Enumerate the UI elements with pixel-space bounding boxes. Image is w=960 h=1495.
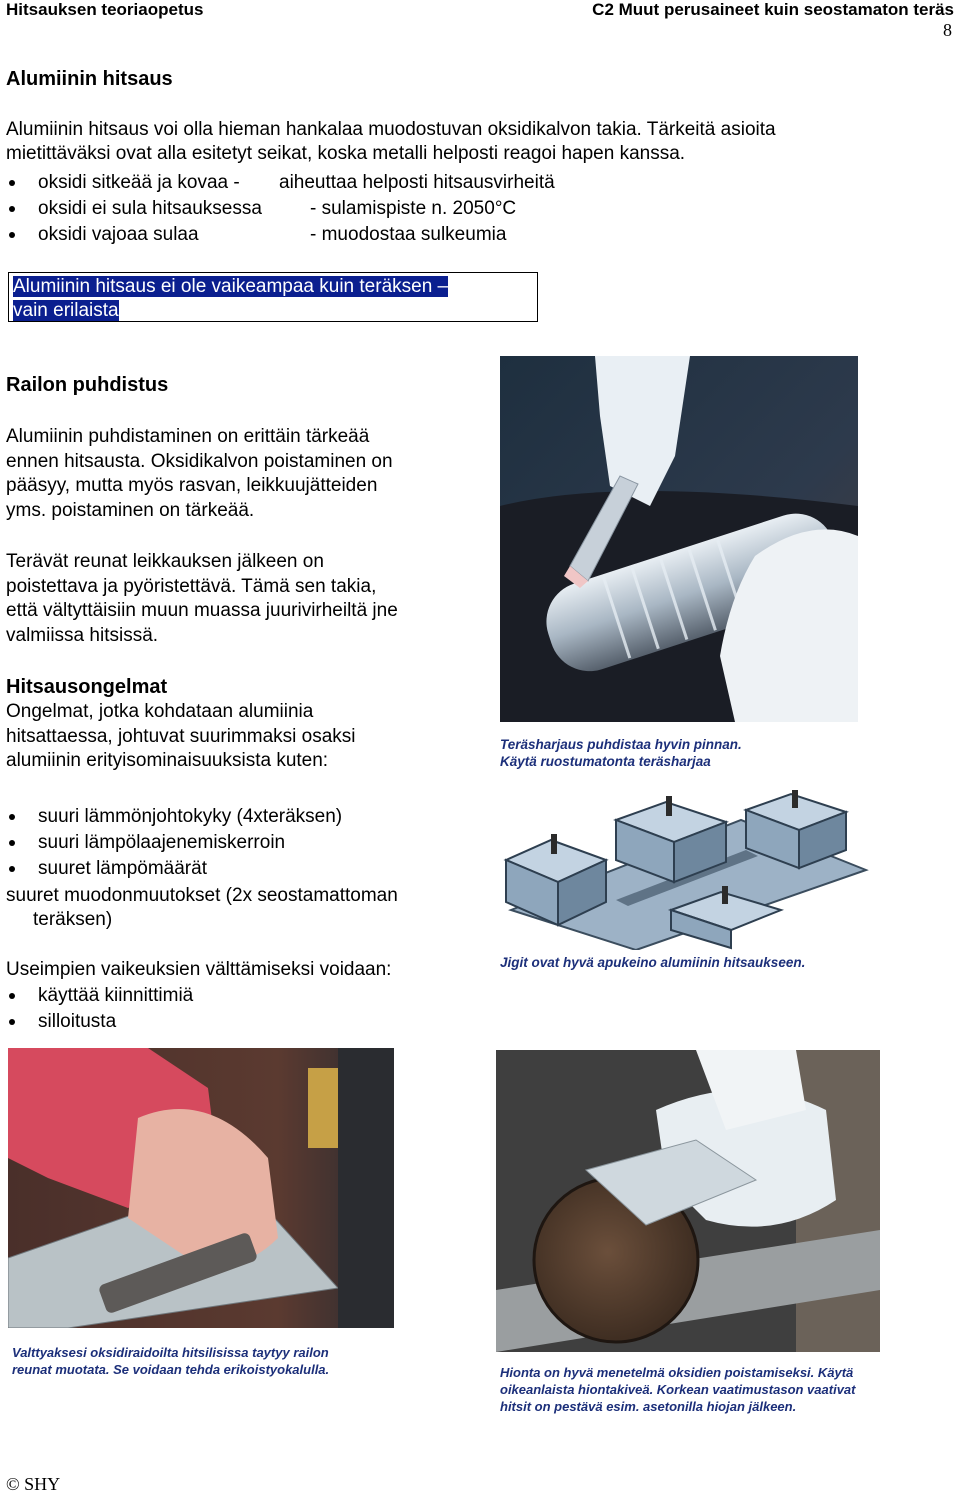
deformation-line-2: teräksen): [33, 909, 113, 930]
welding-jig-illustration: [496, 790, 880, 950]
edge-scraping-photo: [8, 1048, 394, 1328]
list-item: oksidi vajoaa sulaa - muodostaa sulkeumia: [4, 222, 624, 248]
highlight-line-2: vain erilaista: [13, 300, 119, 321]
avoid-intro: Useimpien vaikeuksien välttämiseksi voidaan:: [6, 959, 392, 980]
problems-paragraph: Ongelmat, jotka kohdataan alumiinia hitsattaessa, johtuvat suurimmaksi osaksi alumiinin erityisominaisuuksista kuten:: [6, 701, 356, 771]
highlight-line-1: Alumiinin hitsaus ei ole vaikeampaa kuin teräksen –: [13, 276, 449, 297]
grinding-photo: [496, 1050, 880, 1352]
grinder-caption: Hionta on hyvä menetelmä oksidien poistamiseksi. Käytä oikeanlaista hiontakiveä. Korkean vaatimustason vaativat hitsit on pestävä esim. asetonilla hiojan jälkeen.: [500, 1365, 856, 1414]
list-item: suuri lämpölaajenemiskerroin: [4, 830, 484, 856]
section-title-welding-problems: Hitsausongelmat: [6, 676, 168, 698]
list-item: suuret lämpömäärät: [4, 856, 484, 882]
highlight-box: [8, 272, 538, 322]
intro-line-1: Alumiinin hitsaus voi olla hieman hankalaa muodostuvan oksidikalvon takia. Tärkeitä asioita: [6, 119, 776, 140]
brush-cleaning-photo: [500, 356, 858, 722]
header-document-title: Hitsauksen teoriaopetus: [6, 0, 204, 19]
scraper-caption: Valttyaksesi oksidiraidoilta hitsilisissa taytyy railon reunat muotata. Se voidaan tehda erikoistyokalulla.: [12, 1345, 330, 1377]
properties-bullet-list: [4, 804, 484, 882]
list-item: suuri lämmönjohtokyky (4xteräksen): [4, 804, 484, 830]
cleaning-paragraph-2: Terävät reunat leikkauksen jälkeen on poistettava ja pyöristettävä. Tämä sen takia, että vältyttäisiin muun muassa juurivirheiltä jne valmiissa hitsissä.: [6, 551, 398, 646]
list-item: oksidi ei sula hitsauksessa - sulamispiste n. 2050°C: [4, 196, 624, 222]
section-title-aluminium-welding: Alumiinin hitsaus: [6, 68, 173, 90]
brush-caption: Teräsharjaus puhdistaa hyvin pinnan. Käytä ruostumatonta teräsharjaa: [500, 737, 742, 769]
cleaning-paragraph-1: Alumiinin puhdistaminen on erittäin tärkeää ennen hitsausta. Oksidikalvon poistaminen on pääsyy, mutta myös rasvan, leikkuujätteiden yms. poistaminen on tärkeää.: [6, 426, 393, 521]
page-number: 8: [943, 20, 952, 40]
avoid-bullet-list: [4, 983, 484, 1035]
jig-caption: Jigit ovat hyvä apukeino alumiinin hitsaukseen.: [500, 955, 806, 970]
copyright-footer: © SHY: [6, 1474, 61, 1494]
intro-line-2: mietittäväksi ovat alla esitetyt seikat, koska metalli helposti reagoi hapen kanssa.: [6, 143, 686, 164]
section-title-joint-cleaning: Railon puhdistus: [6, 374, 169, 396]
oxide-bullet-list: [4, 170, 624, 248]
list-item: käyttää kiinnittimiä: [4, 983, 484, 1009]
deformation-line-1: suuret muodonmuutokset (2x seostamattoman: [6, 885, 398, 906]
header-chapter-title: C2 Muut perusaineet kuin seostamaton teräs: [592, 0, 954, 19]
list-item: oksidi sitkeää ja kovaa - aiheuttaa helposti hitsausvirheitä: [4, 170, 624, 196]
list-item: silloitusta: [4, 1009, 484, 1035]
